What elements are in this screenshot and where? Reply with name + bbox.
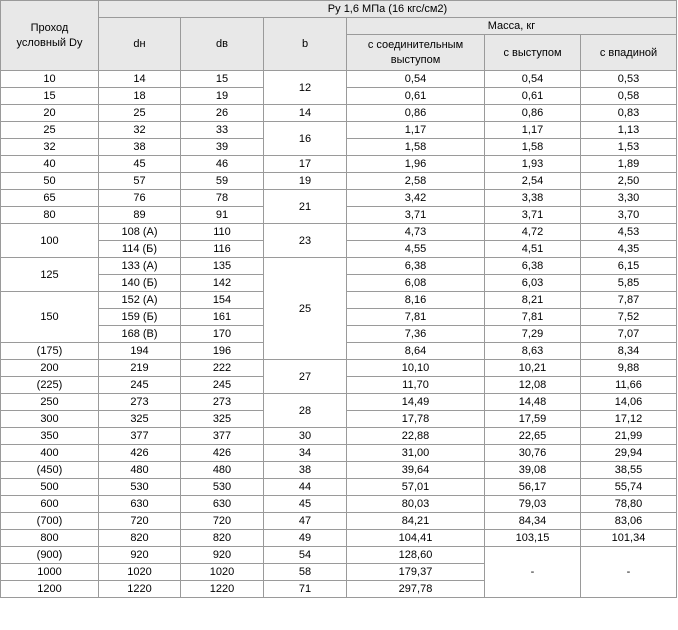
- cell-inner-diameter: 33: [181, 122, 264, 139]
- cell-nominal-passage: 10: [1, 71, 99, 88]
- cell-mass-connecting-ledge: 10,10: [347, 360, 485, 377]
- cell-mass-ledge: 1,17: [485, 122, 581, 139]
- cell-mass-recess: 6,15: [581, 258, 677, 275]
- cell-mass-connecting-ledge: 84,21: [347, 513, 485, 530]
- cell-nominal-passage: 32: [1, 139, 99, 156]
- header-outer-diameter: dн: [99, 18, 181, 71]
- cell-inner-diameter: 26: [181, 105, 264, 122]
- cell-outer-diameter: 89: [99, 207, 181, 224]
- cell-mass-recess: 7,07: [581, 326, 677, 343]
- cell-mass-recess: 55,74: [581, 479, 677, 496]
- header-nominal-passage-line1: Проход: [30, 21, 69, 34]
- table-row: [1, 122, 677, 139]
- header-mass-connecting-ledge: с соединительным выступом: [347, 35, 485, 71]
- cell-mass-connecting-ledge: 31,00: [347, 445, 485, 462]
- cell-mass-recess: 21,99: [581, 428, 677, 445]
- cell-inner-diameter: 222: [181, 360, 264, 377]
- cell-mass-ledge: 56,17: [485, 479, 581, 496]
- header-nominal-passage-line2: условный Dy: [16, 36, 83, 49]
- cell-thickness: 14: [264, 105, 347, 122]
- cell-mass-recess: 2,50: [581, 173, 677, 190]
- cell-mass-recess: 83,06: [581, 513, 677, 530]
- table-row: [1, 173, 677, 190]
- cell-mass-connecting-ledge: 14,49: [347, 394, 485, 411]
- cell-outer-diameter: 1220: [99, 581, 181, 598]
- cell-mass-ledge: 0,61: [485, 88, 581, 105]
- cell-outer-diameter: 1020: [99, 564, 181, 581]
- table-row: [1, 547, 677, 564]
- cell-nominal-passage: 25: [1, 122, 99, 139]
- cell-mass-recess: -: [581, 547, 677, 598]
- cell-inner-diameter: 720: [181, 513, 264, 530]
- cell-nominal-passage: (175): [1, 343, 99, 360]
- table-row: [1, 105, 677, 122]
- cell-thickness: 23: [264, 224, 347, 258]
- cell-mass-recess: 4,35: [581, 241, 677, 258]
- cell-inner-diameter: 15: [181, 71, 264, 88]
- cell-outer-diameter: 45: [99, 156, 181, 173]
- cell-thickness: 54: [264, 547, 347, 564]
- cell-nominal-passage: 20: [1, 105, 99, 122]
- cell-thickness: 25: [264, 258, 347, 360]
- cell-outer-diameter: 159 (Б): [99, 309, 181, 326]
- cell-mass-ledge: 7,81: [485, 309, 581, 326]
- cell-thickness: 34: [264, 445, 347, 462]
- cell-inner-diameter: 59: [181, 173, 264, 190]
- cell-nominal-passage: 400: [1, 445, 99, 462]
- cell-nominal-passage: 65: [1, 190, 99, 207]
- cell-mass-recess: 0,53: [581, 71, 677, 88]
- cell-nominal-passage: 1000: [1, 564, 99, 581]
- cell-nominal-passage: (450): [1, 462, 99, 479]
- cell-inner-diameter: 325: [181, 411, 264, 428]
- cell-inner-diameter: 426: [181, 445, 264, 462]
- cell-mass-recess: 78,80: [581, 496, 677, 513]
- cell-mass-connecting-ledge: 0,86: [347, 105, 485, 122]
- cell-mass-ledge: 39,08: [485, 462, 581, 479]
- cell-mass-ledge: 7,29: [485, 326, 581, 343]
- header-mass-recess: с впадиной: [581, 35, 677, 71]
- cell-mass-connecting-ledge: 0,61: [347, 88, 485, 105]
- cell-inner-diameter: 78: [181, 190, 264, 207]
- cell-nominal-passage: 600: [1, 496, 99, 513]
- cell-nominal-passage: 200: [1, 360, 99, 377]
- cell-outer-diameter: 219: [99, 360, 181, 377]
- cell-outer-diameter: 32: [99, 122, 181, 139]
- header-mass-ledge: с выступом: [485, 35, 581, 71]
- cell-mass-recess: 4,53: [581, 224, 677, 241]
- cell-inner-diameter: 630: [181, 496, 264, 513]
- cell-mass-ledge: 6,38: [485, 258, 581, 275]
- cell-nominal-passage: 1200: [1, 581, 99, 598]
- cell-outer-diameter: 530: [99, 479, 181, 496]
- cell-thickness: 45: [264, 496, 347, 513]
- cell-mass-recess: 5,85: [581, 275, 677, 292]
- cell-mass-ledge: 84,34: [485, 513, 581, 530]
- cell-mass-connecting-ledge: 3,42: [347, 190, 485, 207]
- cell-thickness: 16: [264, 122, 347, 156]
- cell-outer-diameter: 133 (А): [99, 258, 181, 275]
- cell-nominal-passage: 100: [1, 224, 99, 258]
- cell-outer-diameter: 630: [99, 496, 181, 513]
- table-row: [1, 71, 677, 88]
- cell-thickness: 47: [264, 513, 347, 530]
- cell-mass-ledge: 12,08: [485, 377, 581, 394]
- cell-inner-diameter: 480: [181, 462, 264, 479]
- cell-inner-diameter: 1220: [181, 581, 264, 598]
- cell-nominal-passage: (225): [1, 377, 99, 394]
- cell-mass-recess: 1,89: [581, 156, 677, 173]
- table-row: [1, 513, 677, 530]
- header-mass: Масса, кг: [347, 18, 677, 35]
- cell-outer-diameter: 38: [99, 139, 181, 156]
- cell-mass-ledge: 4,72: [485, 224, 581, 241]
- cell-inner-diameter: 170: [181, 326, 264, 343]
- cell-mass-connecting-ledge: 57,01: [347, 479, 485, 496]
- cell-mass-connecting-ledge: 80,03: [347, 496, 485, 513]
- cell-mass-recess: 0,83: [581, 105, 677, 122]
- cell-outer-diameter: 168 (В): [99, 326, 181, 343]
- cell-thickness: 21: [264, 190, 347, 224]
- cell-mass-connecting-ledge: 297,78: [347, 581, 485, 598]
- cell-mass-ledge: 0,54: [485, 71, 581, 88]
- cell-thickness: 38: [264, 462, 347, 479]
- cell-mass-recess: 0,58: [581, 88, 677, 105]
- cell-outer-diameter: 25: [99, 105, 181, 122]
- cell-inner-diameter: 273: [181, 394, 264, 411]
- cell-mass-ledge: 30,76: [485, 445, 581, 462]
- cell-thickness: 58: [264, 564, 347, 581]
- cell-mass-recess: 3,30: [581, 190, 677, 207]
- cell-outer-diameter: 14: [99, 71, 181, 88]
- header-nominal-passage: [1, 1, 99, 71]
- cell-outer-diameter: 108 (А): [99, 224, 181, 241]
- cell-outer-diameter: 273: [99, 394, 181, 411]
- cell-thickness: 17: [264, 156, 347, 173]
- cell-inner-diameter: 196: [181, 343, 264, 360]
- cell-mass-ledge: 79,03: [485, 496, 581, 513]
- cell-mass-connecting-ledge: 2,58: [347, 173, 485, 190]
- table-row: [1, 360, 677, 377]
- cell-mass-recess: 7,87: [581, 292, 677, 309]
- table-row: [1, 190, 677, 207]
- cell-mass-connecting-ledge: 179,37: [347, 564, 485, 581]
- cell-inner-diameter: 154: [181, 292, 264, 309]
- header-inner-diameter: dв: [181, 18, 264, 71]
- cell-mass-ledge: 22,65: [485, 428, 581, 445]
- cell-inner-diameter: 46: [181, 156, 264, 173]
- cell-mass-connecting-ledge: 1,58: [347, 139, 485, 156]
- cell-mass-ledge: 10,21: [485, 360, 581, 377]
- header-thickness: b: [264, 18, 347, 71]
- cell-inner-diameter: 19: [181, 88, 264, 105]
- cell-mass-connecting-ledge: 7,81: [347, 309, 485, 326]
- cell-mass-connecting-ledge: 1,17: [347, 122, 485, 139]
- cell-mass-recess: 11,66: [581, 377, 677, 394]
- cell-inner-diameter: 161: [181, 309, 264, 326]
- header-pressure: Py 1,6 МПа (16 кгс/см2): [99, 1, 677, 18]
- cell-mass-recess: 38,55: [581, 462, 677, 479]
- cell-mass-connecting-ledge: 8,16: [347, 292, 485, 309]
- cell-outer-diameter: 76: [99, 190, 181, 207]
- cell-thickness: 12: [264, 71, 347, 105]
- cell-mass-recess: 101,34: [581, 530, 677, 547]
- cell-outer-diameter: 920: [99, 547, 181, 564]
- cell-mass-connecting-ledge: 4,55: [347, 241, 485, 258]
- cell-mass-recess: 8,34: [581, 343, 677, 360]
- cell-thickness: 44: [264, 479, 347, 496]
- cell-outer-diameter: 152 (А): [99, 292, 181, 309]
- cell-mass-connecting-ledge: 1,96: [347, 156, 485, 173]
- table-row: [1, 224, 677, 241]
- table-row: [1, 394, 677, 411]
- cell-nominal-passage: 50: [1, 173, 99, 190]
- cell-mass-connecting-ledge: 128,60: [347, 547, 485, 564]
- cell-mass-recess: 17,12: [581, 411, 677, 428]
- cell-mass-ledge: 2,54: [485, 173, 581, 190]
- cell-inner-diameter: 920: [181, 547, 264, 564]
- cell-outer-diameter: 140 (Б): [99, 275, 181, 292]
- table-row: [1, 530, 677, 547]
- table-row: [1, 445, 677, 462]
- cell-thickness: 28: [264, 394, 347, 428]
- cell-inner-diameter: 135: [181, 258, 264, 275]
- cell-nominal-passage: (900): [1, 547, 99, 564]
- cell-mass-recess: 29,94: [581, 445, 677, 462]
- cell-mass-connecting-ledge: 3,71: [347, 207, 485, 224]
- cell-nominal-passage: 500: [1, 479, 99, 496]
- cell-mass-recess: 1,13: [581, 122, 677, 139]
- cell-outer-diameter: 820: [99, 530, 181, 547]
- cell-nominal-passage: 125: [1, 258, 99, 292]
- cell-inner-diameter: 110: [181, 224, 264, 241]
- cell-nominal-passage: 40: [1, 156, 99, 173]
- cell-outer-diameter: 194: [99, 343, 181, 360]
- cell-mass-ledge: 103,15: [485, 530, 581, 547]
- cell-inner-diameter: 245: [181, 377, 264, 394]
- cell-thickness: 30: [264, 428, 347, 445]
- cell-mass-ledge: 0,86: [485, 105, 581, 122]
- cell-mass-connecting-ledge: 39,64: [347, 462, 485, 479]
- cell-nominal-passage: (700): [1, 513, 99, 530]
- cell-thickness: 19: [264, 173, 347, 190]
- cell-inner-diameter: 116: [181, 241, 264, 258]
- cell-thickness: 71: [264, 581, 347, 598]
- cell-mass-ledge: 1,93: [485, 156, 581, 173]
- cell-mass-recess: 3,70: [581, 207, 677, 224]
- cell-inner-diameter: 39: [181, 139, 264, 156]
- cell-outer-diameter: 480: [99, 462, 181, 479]
- cell-inner-diameter: 91: [181, 207, 264, 224]
- cell-mass-connecting-ledge: 17,78: [347, 411, 485, 428]
- cell-mass-ledge: 3,38: [485, 190, 581, 207]
- cell-mass-connecting-ledge: 0,54: [347, 71, 485, 88]
- cell-outer-diameter: 377: [99, 428, 181, 445]
- cell-mass-ledge: 17,59: [485, 411, 581, 428]
- cell-outer-diameter: 18: [99, 88, 181, 105]
- cell-nominal-passage: 80: [1, 207, 99, 224]
- cell-inner-diameter: 820: [181, 530, 264, 547]
- table-body: [1, 71, 677, 598]
- cell-mass-ledge: 4,51: [485, 241, 581, 258]
- cell-mass-recess: 9,88: [581, 360, 677, 377]
- cell-inner-diameter: 1020: [181, 564, 264, 581]
- cell-mass-recess: 1,53: [581, 139, 677, 156]
- cell-nominal-passage: 300: [1, 411, 99, 428]
- cell-inner-diameter: 530: [181, 479, 264, 496]
- cell-mass-ledge: -: [485, 547, 581, 598]
- cell-nominal-passage: 250: [1, 394, 99, 411]
- cell-mass-ledge: 6,03: [485, 275, 581, 292]
- cell-mass-connecting-ledge: 7,36: [347, 326, 485, 343]
- cell-mass-recess: 7,52: [581, 309, 677, 326]
- cell-mass-connecting-ledge: 104,41: [347, 530, 485, 547]
- table-row: [1, 479, 677, 496]
- cell-outer-diameter: 114 (Б): [99, 241, 181, 258]
- cell-mass-connecting-ledge: 22,88: [347, 428, 485, 445]
- cell-mass-connecting-ledge: 11,70: [347, 377, 485, 394]
- cell-mass-ledge: 14,48: [485, 394, 581, 411]
- cell-mass-connecting-ledge: 4,73: [347, 224, 485, 241]
- cell-nominal-passage: 150: [1, 292, 99, 343]
- cell-thickness: 27: [264, 360, 347, 394]
- cell-mass-connecting-ledge: 6,08: [347, 275, 485, 292]
- cell-mass-ledge: 8,21: [485, 292, 581, 309]
- cell-outer-diameter: 325: [99, 411, 181, 428]
- cell-mass-ledge: 3,71: [485, 207, 581, 224]
- cell-mass-ledge: 8,63: [485, 343, 581, 360]
- cell-outer-diameter: 720: [99, 513, 181, 530]
- table-row: [1, 156, 677, 173]
- cell-mass-recess: 14,06: [581, 394, 677, 411]
- cell-mass-connecting-ledge: 6,38: [347, 258, 485, 275]
- table-row: [1, 496, 677, 513]
- table-row: [1, 462, 677, 479]
- cell-outer-diameter: 57: [99, 173, 181, 190]
- cell-nominal-passage: 15: [1, 88, 99, 105]
- cell-inner-diameter: 377: [181, 428, 264, 445]
- table-row: [1, 428, 677, 445]
- cell-mass-ledge: 1,58: [485, 139, 581, 156]
- cell-inner-diameter: 142: [181, 275, 264, 292]
- cell-mass-connecting-ledge: 8,64: [347, 343, 485, 360]
- cell-nominal-passage: 800: [1, 530, 99, 547]
- cell-outer-diameter: 245: [99, 377, 181, 394]
- cell-thickness: 49: [264, 530, 347, 547]
- cell-outer-diameter: 426: [99, 445, 181, 462]
- table-row: [1, 258, 677, 275]
- cell-nominal-passage: 350: [1, 428, 99, 445]
